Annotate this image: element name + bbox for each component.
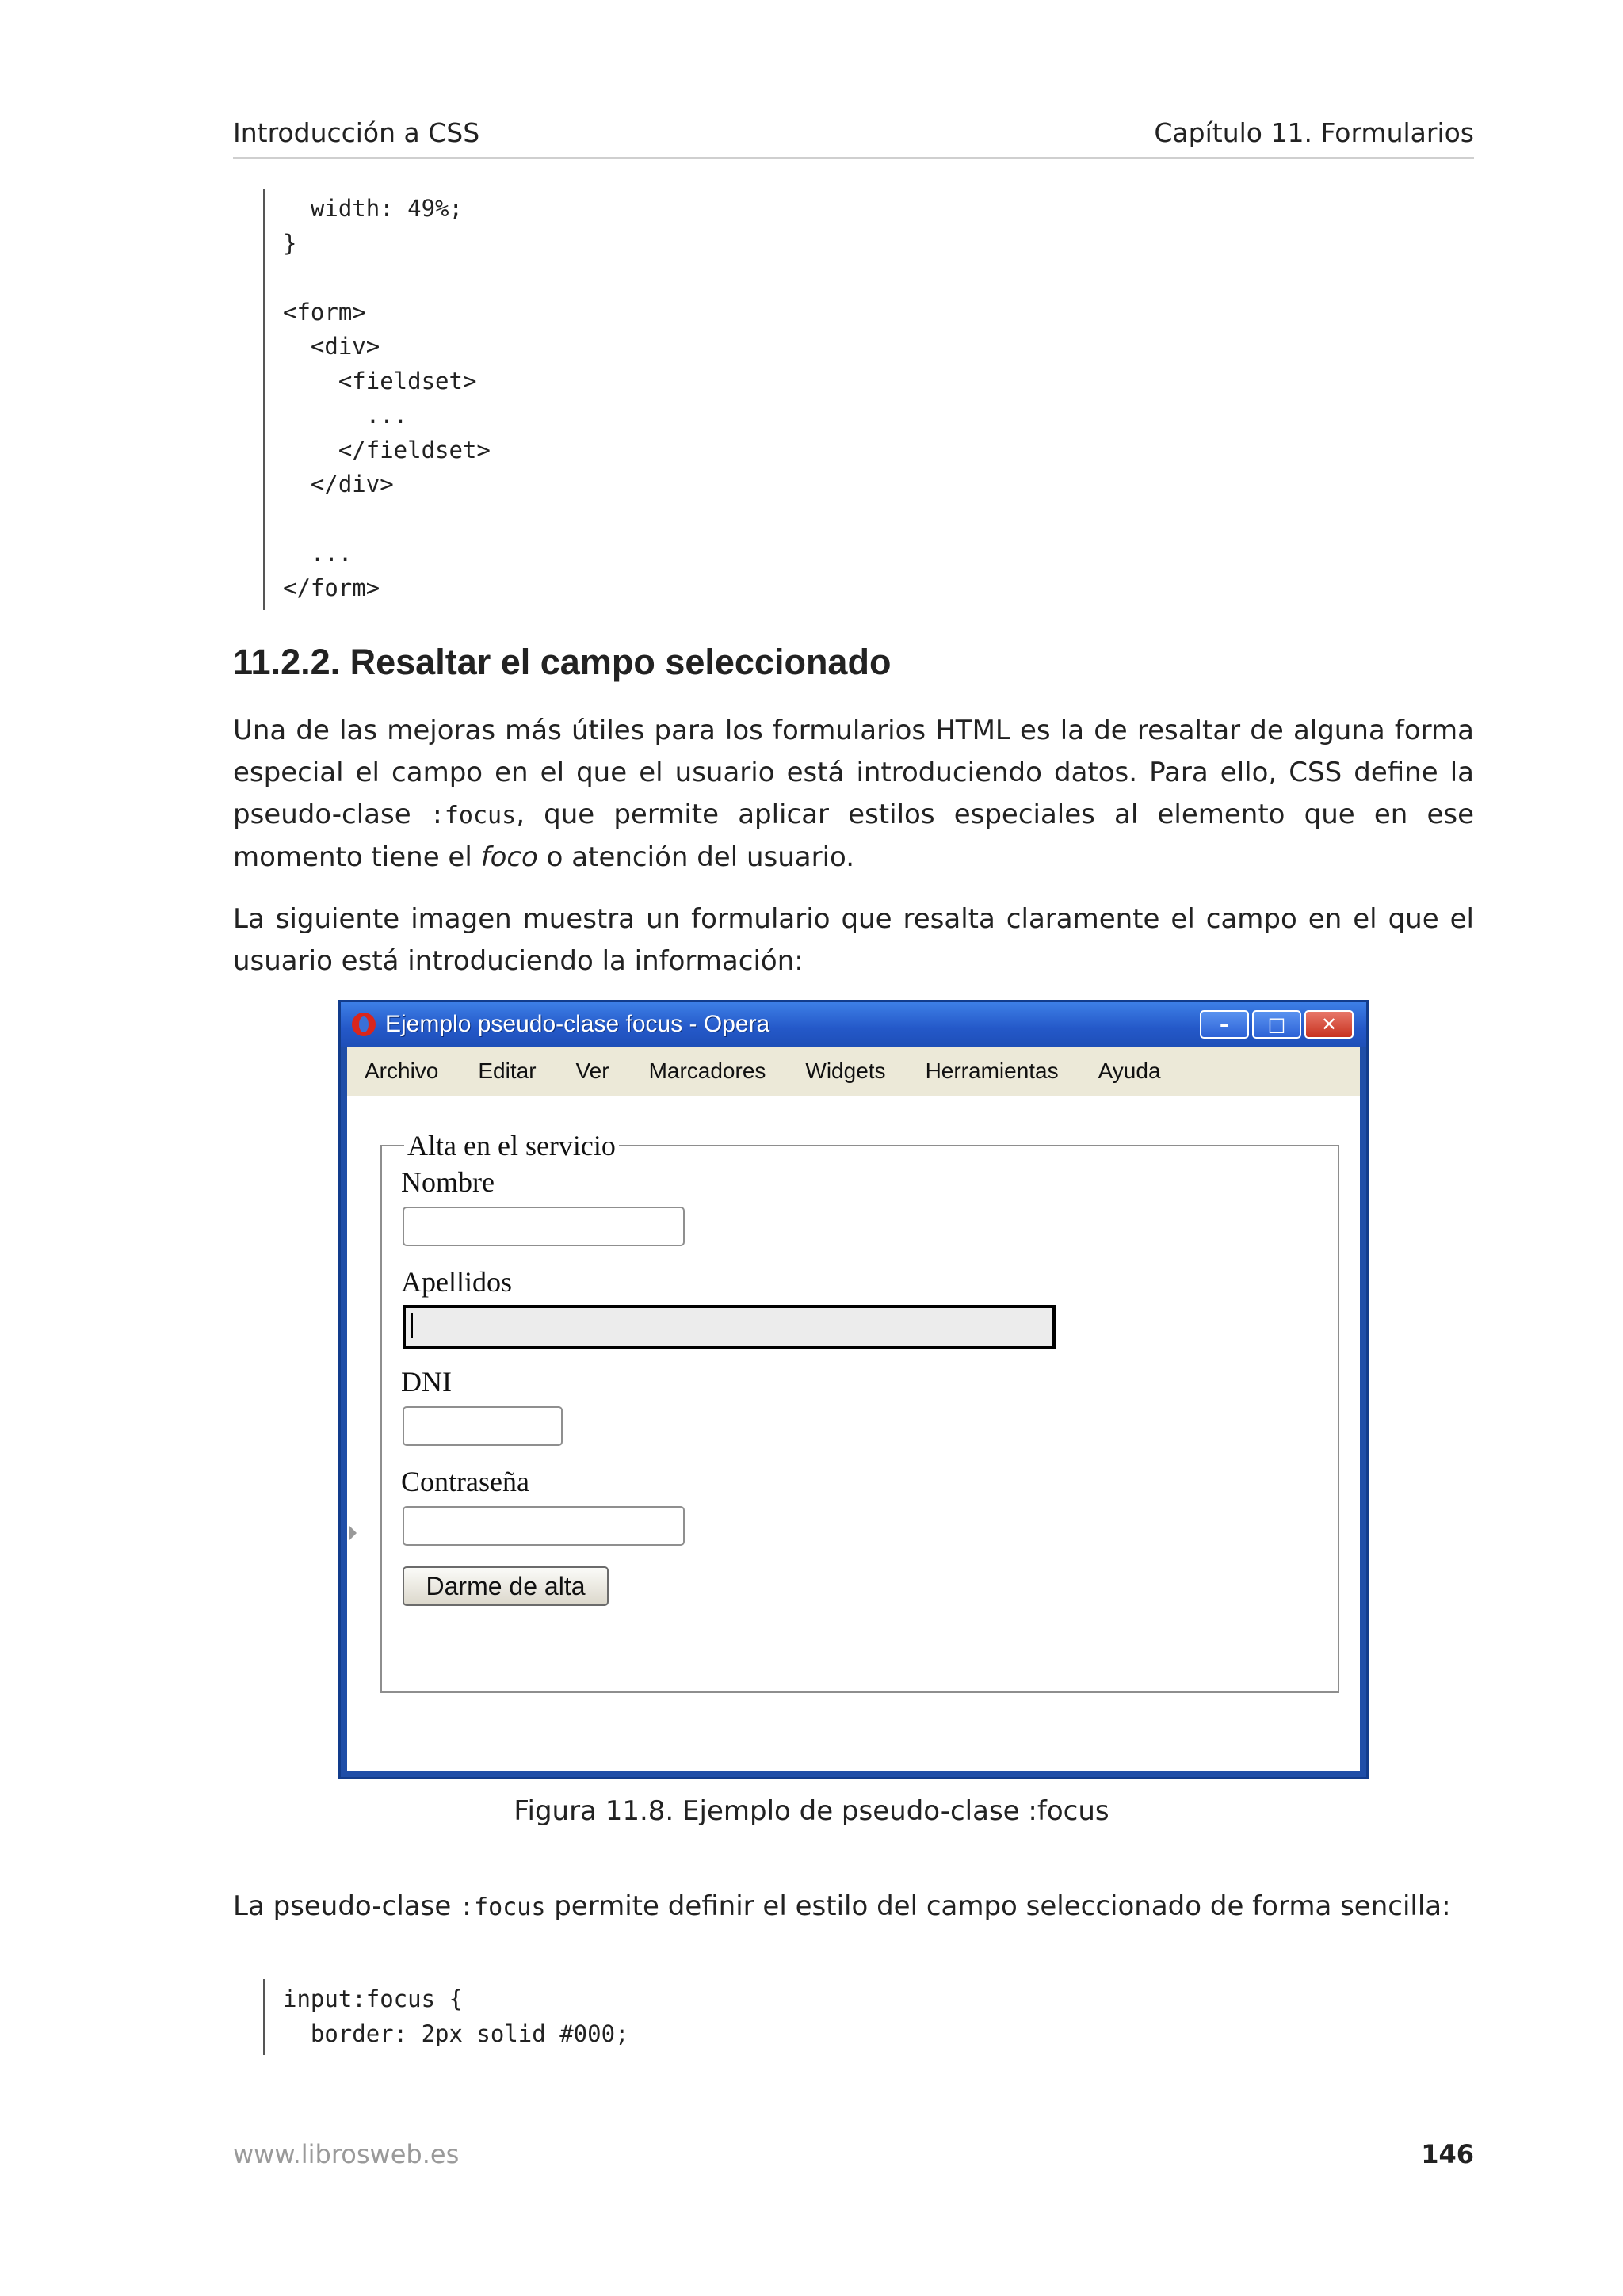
menu-editar[interactable]: Editar <box>478 1058 537 1083</box>
text-caret <box>411 1313 413 1338</box>
submit-button[interactable]: Darme de alta <box>403 1566 609 1606</box>
paragraph-text: permite definir el estilo del campo seleccionado de forma sencilla: <box>545 1890 1451 1922</box>
inline-code: :focus <box>430 802 517 830</box>
window-title: Ejemplo pseudo-clase focus - Opera <box>385 1011 770 1037</box>
page-header <box>233 117 1474 159</box>
paragraph-focus-intro <box>233 710 1474 879</box>
menu-archivo[interactable]: Archivo <box>365 1058 439 1083</box>
browser-screenshot <box>338 1000 1369 1779</box>
label-contrasena: Contraseña <box>401 1466 529 1497</box>
code-block-form: width: 49%; } <form> <div> <fieldset> ... </fieldset> </div> ... </form> <box>263 189 491 610</box>
menu-bar <box>347 1047 1360 1096</box>
paragraph-text: Una de las mejoras más útiles para los formularios HTML es la de resaltar de alguna forma especial el campo en el que el usuario está introduciendo datos. Para ello, CSS define la pseudo-clase <box>233 715 1474 830</box>
input-contrasena[interactable] <box>403 1506 685 1546</box>
close-icon[interactable]: ✕ <box>1304 1010 1354 1039</box>
section-title: 11.2.2. Resaltar el campo seleccionado <box>233 642 892 682</box>
chapter-title: Capítulo 11. Formularios <box>1154 117 1474 148</box>
paragraph-focus-usage <box>233 1886 1474 1928</box>
fieldset-legend: Alta en el servicio <box>404 1129 619 1162</box>
menu-ayuda[interactable]: Ayuda <box>1098 1058 1161 1083</box>
opera-logo-icon <box>352 1013 376 1036</box>
inline-code: :focus <box>460 1894 546 1921</box>
paragraph-text: , que permite aplicar estilos especiales al elemento que en ese momento tiene el <box>233 799 1474 873</box>
page-number: 146 <box>1421 2139 1474 2169</box>
maximize-icon[interactable]: □ <box>1252 1010 1301 1039</box>
label-nombre: Nombre <box>401 1166 495 1198</box>
paragraph-image-intro: La siguiente imagen muestra un formulario que resalta claramente el campo en el que el usuario está introduciendo la información: <box>233 903 1474 977</box>
label-dni: DNI <box>401 1366 452 1398</box>
page-content <box>347 1096 1360 1771</box>
paragraph-text: La pseudo-clase <box>233 1890 460 1922</box>
input-nombre[interactable] <box>403 1207 685 1246</box>
input-apellidos-focused[interactable] <box>403 1305 1056 1349</box>
menu-herramientas[interactable]: Herramientas <box>925 1058 1059 1083</box>
book-title: Introducción a CSS <box>233 117 480 148</box>
window-controls <box>1200 1010 1354 1039</box>
menu-marcadores[interactable]: Marcadores <box>648 1058 766 1083</box>
input-dni[interactable] <box>403 1406 563 1446</box>
code-block-focus: input:focus { border: 2px solid #000; <box>263 1979 629 2055</box>
menu-widgets[interactable]: Widgets <box>805 1058 886 1083</box>
minimize-icon[interactable]: – <box>1200 1010 1249 1039</box>
menu-ver[interactable]: Ver <box>575 1058 609 1083</box>
figure-caption: Figura 11.8. Ejemplo de pseudo-clase :focus <box>514 1795 1109 1827</box>
window-titlebar <box>341 1002 1366 1047</box>
emphasis-text: foco <box>480 841 538 873</box>
paragraph-text: o atención del usuario. <box>537 841 855 873</box>
label-apellidos: Apellidos <box>401 1266 512 1298</box>
footer-site: www.librosweb.es <box>233 2139 460 2169</box>
side-arrow-icon <box>349 1525 357 1541</box>
